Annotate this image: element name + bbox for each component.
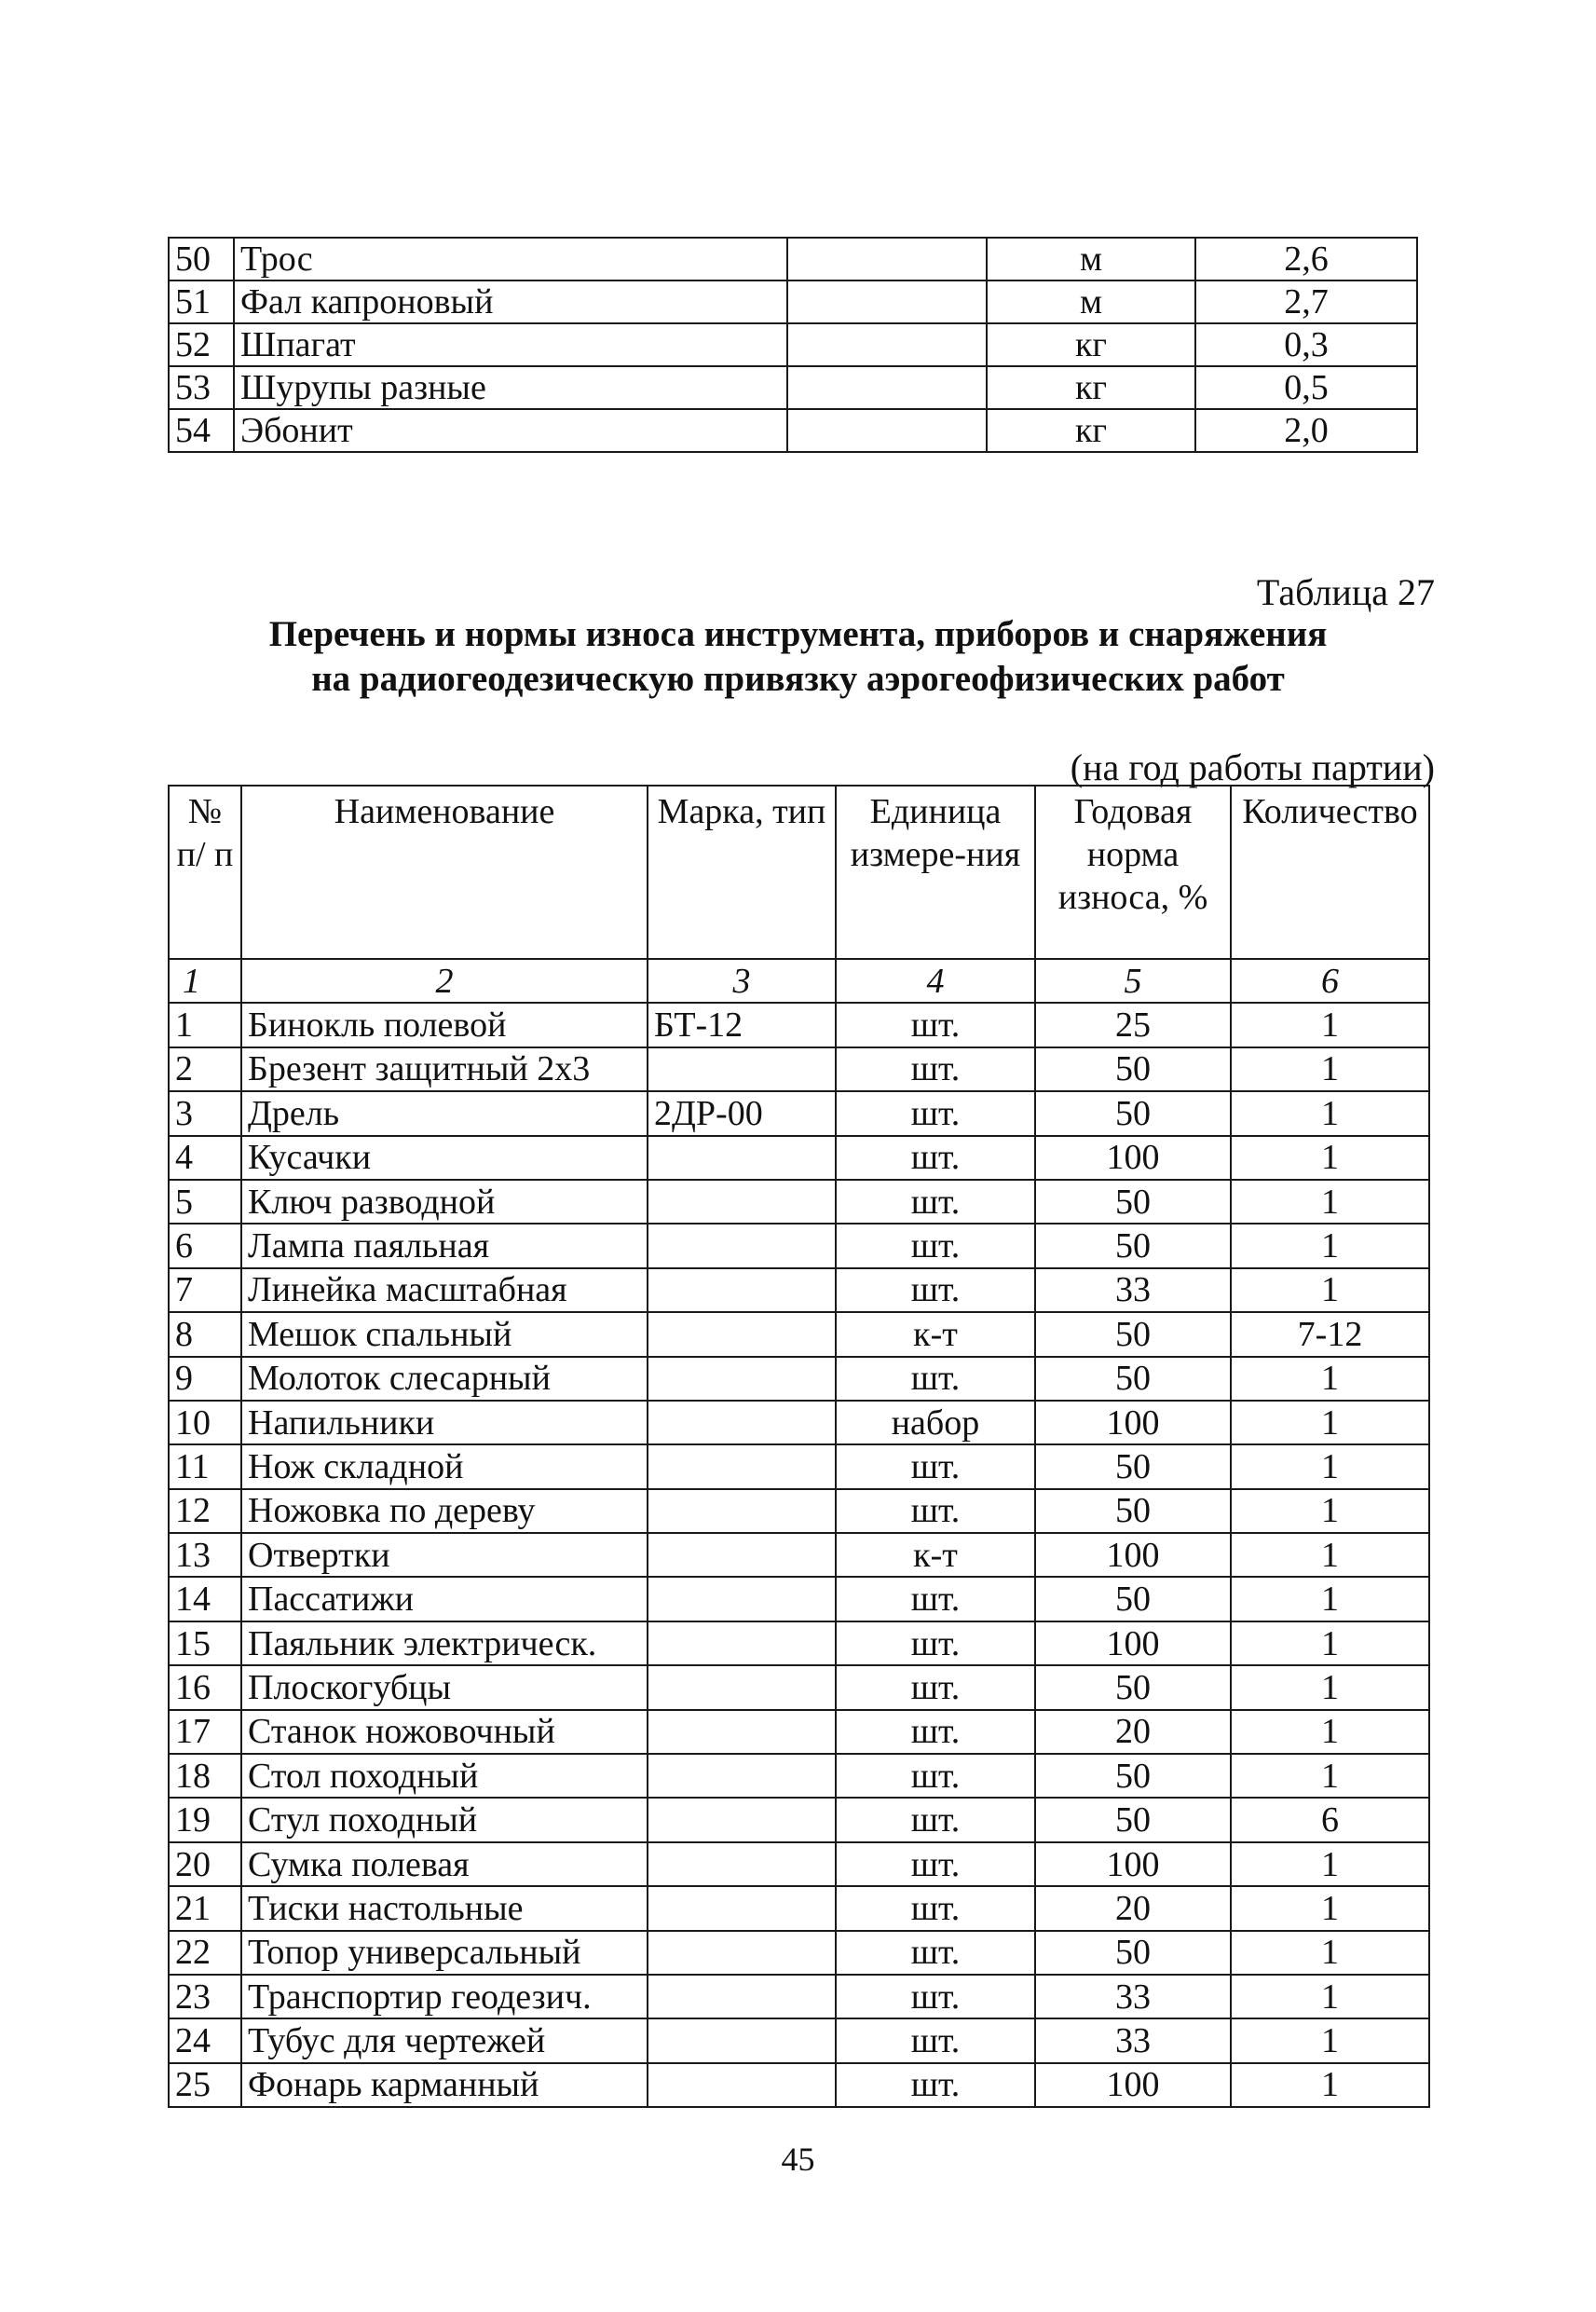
table-row <box>169 1444 1429 1488</box>
cell-unit: шт. <box>836 1047 1035 1091</box>
cell-mark <box>648 2018 836 2062</box>
cell-value: 2,0 <box>1195 409 1417 452</box>
cell-mark <box>648 1931 836 1975</box>
table-row <box>169 1312 1429 1356</box>
cell-name: Плоскогубцы <box>241 1665 648 1709</box>
cell-unit: шт. <box>836 1224 1035 1267</box>
col-index: 6 <box>1231 959 1429 1003</box>
table-row <box>169 1975 1429 2018</box>
cell-mark <box>648 1268 836 1312</box>
cell-mark <box>787 280 987 323</box>
wear-norms-table <box>168 785 1430 2108</box>
cell-unit: шт. <box>836 1710 1035 1754</box>
col-index: 1 <box>169 959 241 1003</box>
cell-num: 2 <box>169 1047 241 1091</box>
cell-num: 7 <box>169 1268 241 1312</box>
cell-mark <box>648 2063 836 2107</box>
cell-qty: 1 <box>1231 1224 1429 1267</box>
cell-name: Фонарь карманный <box>241 2063 648 2107</box>
cell-name: Бинокль полевой <box>241 1003 648 1047</box>
cell-name: Шурупы разные <box>234 366 787 409</box>
cell-num: 51 <box>169 280 234 323</box>
cell-name: Сумка полевая <box>241 1842 648 1886</box>
cell-norm: 100 <box>1035 1842 1231 1886</box>
cell-norm: 33 <box>1035 1268 1231 1312</box>
cell-num: 16 <box>169 1665 241 1709</box>
cell-norm: 50 <box>1035 1312 1231 1356</box>
table-row <box>169 1842 1429 1886</box>
cell-num: 5 <box>169 1180 241 1224</box>
table-row <box>169 1401 1429 1444</box>
cell-norm: 25 <box>1035 1003 1231 1047</box>
table-row <box>169 1798 1429 1841</box>
cell-qty: 1 <box>1231 2018 1429 2062</box>
col-index: 4 <box>836 959 1035 1003</box>
cell-norm: 100 <box>1035 1621 1231 1665</box>
table-row <box>169 2018 1429 2062</box>
table-row <box>169 1003 1429 1047</box>
cell-num: 54 <box>169 409 234 452</box>
table-row <box>169 1621 1429 1665</box>
cell-num: 12 <box>169 1489 241 1533</box>
cell-mark <box>648 1798 836 1841</box>
cell-mark <box>648 1533 836 1577</box>
cell-norm: 50 <box>1035 1444 1231 1488</box>
cell-mark <box>648 1401 836 1444</box>
table-row <box>169 1180 1429 1224</box>
cell-num: 14 <box>169 1577 241 1621</box>
cell-mark <box>648 1710 836 1754</box>
continuation-table <box>168 237 1418 453</box>
cell-norm: 50 <box>1035 1665 1231 1709</box>
cell-mark <box>648 1136 836 1180</box>
cell-name: Ножовка по дереву <box>241 1489 648 1533</box>
cell-name: Трос <box>234 238 787 280</box>
table-row <box>169 1489 1429 1533</box>
cell-qty: 1 <box>1231 1091 1429 1135</box>
table-row <box>169 1268 1429 1312</box>
cell-unit: кг <box>987 366 1195 409</box>
cell-norm: 50 <box>1035 1224 1231 1267</box>
cell-norm: 100 <box>1035 2063 1231 2107</box>
cell-norm: 50 <box>1035 1931 1231 1975</box>
cell-mark <box>787 409 987 452</box>
cell-num: 3 <box>169 1091 241 1135</box>
cell-mark <box>787 238 987 280</box>
cell-norm: 100 <box>1035 1136 1231 1180</box>
table-row <box>169 1224 1429 1267</box>
cell-num: 8 <box>169 1312 241 1356</box>
cell-mark: 2ДР-00 <box>648 1091 836 1135</box>
cell-name: Тубус для чертежей <box>241 2018 648 2062</box>
cell-name: Стул походный <box>241 1798 648 1841</box>
cell-qty: 1 <box>1231 1444 1429 1488</box>
cell-mark <box>648 1047 836 1091</box>
cell-unit: кг <box>987 323 1195 366</box>
cell-qty: 1 <box>1231 1665 1429 1709</box>
cell-unit: шт. <box>836 1268 1035 1312</box>
cell-name: Отвертки <box>241 1533 648 1577</box>
cell-qty: 1 <box>1231 1357 1429 1401</box>
col-index: 2 <box>241 959 648 1003</box>
cell-norm: 50 <box>1035 1577 1231 1621</box>
cell-unit: м <box>987 238 1195 280</box>
cell-unit: м <box>987 280 1195 323</box>
cell-unit: шт. <box>836 2018 1035 2062</box>
cell-num: 23 <box>169 1975 241 2018</box>
cell-num: 20 <box>169 1842 241 1886</box>
cell-num: 50 <box>169 238 234 280</box>
cell-num: 15 <box>169 1621 241 1665</box>
header-unit: Единица измере-ния <box>836 786 1035 959</box>
cell-name: Линейка масштабная <box>241 1268 648 1312</box>
table-row <box>169 366 1417 409</box>
header-name: Наименование <box>241 786 648 959</box>
cell-mark <box>648 1665 836 1709</box>
cell-unit: шт. <box>836 1931 1035 1975</box>
cell-num: 52 <box>169 323 234 366</box>
cell-qty: 7-12 <box>1231 1312 1429 1356</box>
table-row <box>169 1754 1429 1798</box>
cell-name: Эбонит <box>234 409 787 452</box>
cell-name: Транспортир геодезич. <box>241 1975 648 2018</box>
table-row <box>169 323 1417 366</box>
table-row <box>169 1931 1429 1975</box>
cell-qty: 1 <box>1231 1754 1429 1798</box>
table-row <box>169 1577 1429 1621</box>
cell-qty: 1 <box>1231 1047 1429 1091</box>
cell-norm: 100 <box>1035 1533 1231 1577</box>
table-row <box>169 1091 1429 1135</box>
cell-mark <box>648 1577 836 1621</box>
table-row <box>169 2063 1429 2107</box>
cell-unit: к-т <box>836 1312 1035 1356</box>
cell-num: 13 <box>169 1533 241 1577</box>
cell-num: 21 <box>169 1886 241 1930</box>
cell-norm: 20 <box>1035 1710 1231 1754</box>
cell-mark <box>648 1754 836 1798</box>
cell-unit: шт. <box>836 1180 1035 1224</box>
cell-norm: 20 <box>1035 1886 1231 1930</box>
cell-unit: шт. <box>836 1665 1035 1709</box>
cell-name: Топор универсальный <box>241 1931 648 1975</box>
cell-qty: 1 <box>1231 1136 1429 1180</box>
cell-unit: шт. <box>836 1136 1035 1180</box>
table-row <box>169 1533 1429 1577</box>
cell-name: Кусачки <box>241 1136 648 1180</box>
cell-unit: шт. <box>836 2063 1035 2107</box>
cell-num: 6 <box>169 1224 241 1267</box>
cell-name: Лампа паяльная <box>241 1224 648 1267</box>
cell-unit: шт. <box>836 1842 1035 1886</box>
cell-unit: кг <box>987 409 1195 452</box>
cell-qty: 1 <box>1231 1975 1429 2018</box>
cell-norm: 50 <box>1035 1180 1231 1224</box>
cell-norm: 50 <box>1035 1091 1231 1135</box>
cell-name: Паяльник электрическ. <box>241 1621 648 1665</box>
table-row <box>169 280 1417 323</box>
table-title-line-1: Перечень и нормы износа инструмента, приборов и снаряжения <box>268 614 1328 654</box>
cell-mark <box>648 1975 836 2018</box>
cell-mark <box>648 1357 836 1401</box>
cell-value: 2,7 <box>1195 280 1417 323</box>
cell-name: Фал капроновый <box>234 280 787 323</box>
cell-mark <box>787 323 987 366</box>
col-index: 5 <box>1035 959 1231 1003</box>
cell-name: Станок ножовочный <box>241 1710 648 1754</box>
cell-unit: шт. <box>836 1975 1035 2018</box>
col-index: 3 <box>648 959 836 1003</box>
cell-unit: шт. <box>836 1489 1035 1533</box>
cell-num: 1 <box>169 1003 241 1047</box>
cell-mark <box>648 1180 836 1224</box>
cell-name: Нож складной <box>241 1444 648 1488</box>
cell-norm: 50 <box>1035 1754 1231 1798</box>
cell-num: 17 <box>169 1710 241 1754</box>
cell-name: Брезент защитный 2х3 <box>241 1047 648 1091</box>
cell-norm: 50 <box>1035 1798 1231 1841</box>
cell-name: Шпагат <box>234 323 787 366</box>
cell-unit: шт. <box>836 1621 1035 1665</box>
cell-unit: шт. <box>836 1357 1035 1401</box>
cell-mark <box>648 1842 836 1886</box>
cell-qty: 6 <box>1231 1798 1429 1841</box>
cell-unit: набор <box>836 1401 1035 1444</box>
table-row <box>169 238 1417 280</box>
cell-mark <box>648 1886 836 1930</box>
header-row <box>169 786 1429 959</box>
cell-unit: шт. <box>836 1577 1035 1621</box>
header-norm: Годовая норма износа, % <box>1035 786 1231 959</box>
cell-name: Стол походный <box>241 1754 648 1798</box>
cell-num: 4 <box>169 1136 241 1180</box>
cell-mark <box>648 1444 836 1488</box>
cell-mark <box>787 366 987 409</box>
cell-unit: шт. <box>836 1754 1035 1798</box>
header-mark: Марка, тип <box>648 786 836 959</box>
table-row <box>169 1047 1429 1091</box>
cell-qty: 1 <box>1231 1268 1429 1312</box>
cell-num: 9 <box>169 1357 241 1401</box>
cell-qty: 1 <box>1231 1621 1429 1665</box>
cell-mark <box>648 1224 836 1267</box>
table-row <box>169 409 1417 452</box>
cell-num: 24 <box>169 2018 241 2062</box>
cell-name: Напильники <box>241 1401 648 1444</box>
header-num: № п/ п <box>169 786 241 959</box>
page-number: 45 <box>781 2141 815 2178</box>
table-row <box>169 1136 1429 1180</box>
cell-mark <box>648 1489 836 1533</box>
cell-value: 2,6 <box>1195 238 1417 280</box>
header-qty: Количество <box>1231 786 1429 959</box>
cell-qty: 1 <box>1231 1003 1429 1047</box>
cell-num: 10 <box>169 1401 241 1444</box>
cell-qty: 1 <box>1231 1710 1429 1754</box>
cell-norm: 100 <box>1035 1401 1231 1444</box>
cell-name: Пассатижи <box>241 1577 648 1621</box>
cell-name: Ключ разводной <box>241 1180 648 1224</box>
cell-unit: к-т <box>836 1533 1035 1577</box>
column-index-row <box>169 959 1429 1003</box>
table-row <box>169 1665 1429 1709</box>
cell-unit: шт. <box>836 1798 1035 1841</box>
cell-qty: 1 <box>1231 1577 1429 1621</box>
cell-qty: 1 <box>1231 1180 1429 1224</box>
table-label: Таблица 27 <box>1256 571 1435 613</box>
cell-value: 0,3 <box>1195 323 1417 366</box>
table-row <box>169 1357 1429 1401</box>
cell-mark: БТ-12 <box>648 1003 836 1047</box>
cell-norm: 50 <box>1035 1489 1231 1533</box>
cell-unit: шт. <box>836 1003 1035 1047</box>
cell-num: 22 <box>169 1931 241 1975</box>
table-row <box>169 1886 1429 1930</box>
cell-mark <box>648 1312 836 1356</box>
cell-num: 53 <box>169 366 234 409</box>
cell-name: Тиски настольные <box>241 1886 648 1930</box>
cell-unit: шт. <box>836 1886 1035 1930</box>
cell-qty: 1 <box>1231 2063 1429 2107</box>
cell-norm: 33 <box>1035 1975 1231 2018</box>
cell-unit: шт. <box>836 1444 1035 1488</box>
cell-mark <box>648 1621 836 1665</box>
cell-name: Молоток слесарный <box>241 1357 648 1401</box>
cell-norm: 33 <box>1035 2018 1231 2062</box>
cell-name: Дрель <box>241 1091 648 1135</box>
cell-qty: 1 <box>1231 1842 1429 1886</box>
cell-num: 18 <box>169 1754 241 1798</box>
cell-qty: 1 <box>1231 1886 1429 1930</box>
cell-qty: 1 <box>1231 1401 1429 1444</box>
period-note: (на год работы партии) <box>1070 746 1435 788</box>
cell-name: Мешок спальный <box>241 1312 648 1356</box>
cell-num: 19 <box>169 1798 241 1841</box>
table-row <box>169 1710 1429 1754</box>
cell-norm: 50 <box>1035 1047 1231 1091</box>
cell-value: 0,5 <box>1195 366 1417 409</box>
cell-unit: шт. <box>836 1091 1035 1135</box>
cell-qty: 1 <box>1231 1931 1429 1975</box>
cell-norm: 50 <box>1035 1357 1231 1401</box>
table-title-line-2: на радиогеодезическую привязку аэрогеофизических работ <box>311 659 1285 699</box>
cell-num: 11 <box>169 1444 241 1488</box>
cell-qty: 1 <box>1231 1489 1429 1533</box>
cell-qty: 1 <box>1231 1533 1429 1577</box>
cell-num: 25 <box>169 2063 241 2107</box>
